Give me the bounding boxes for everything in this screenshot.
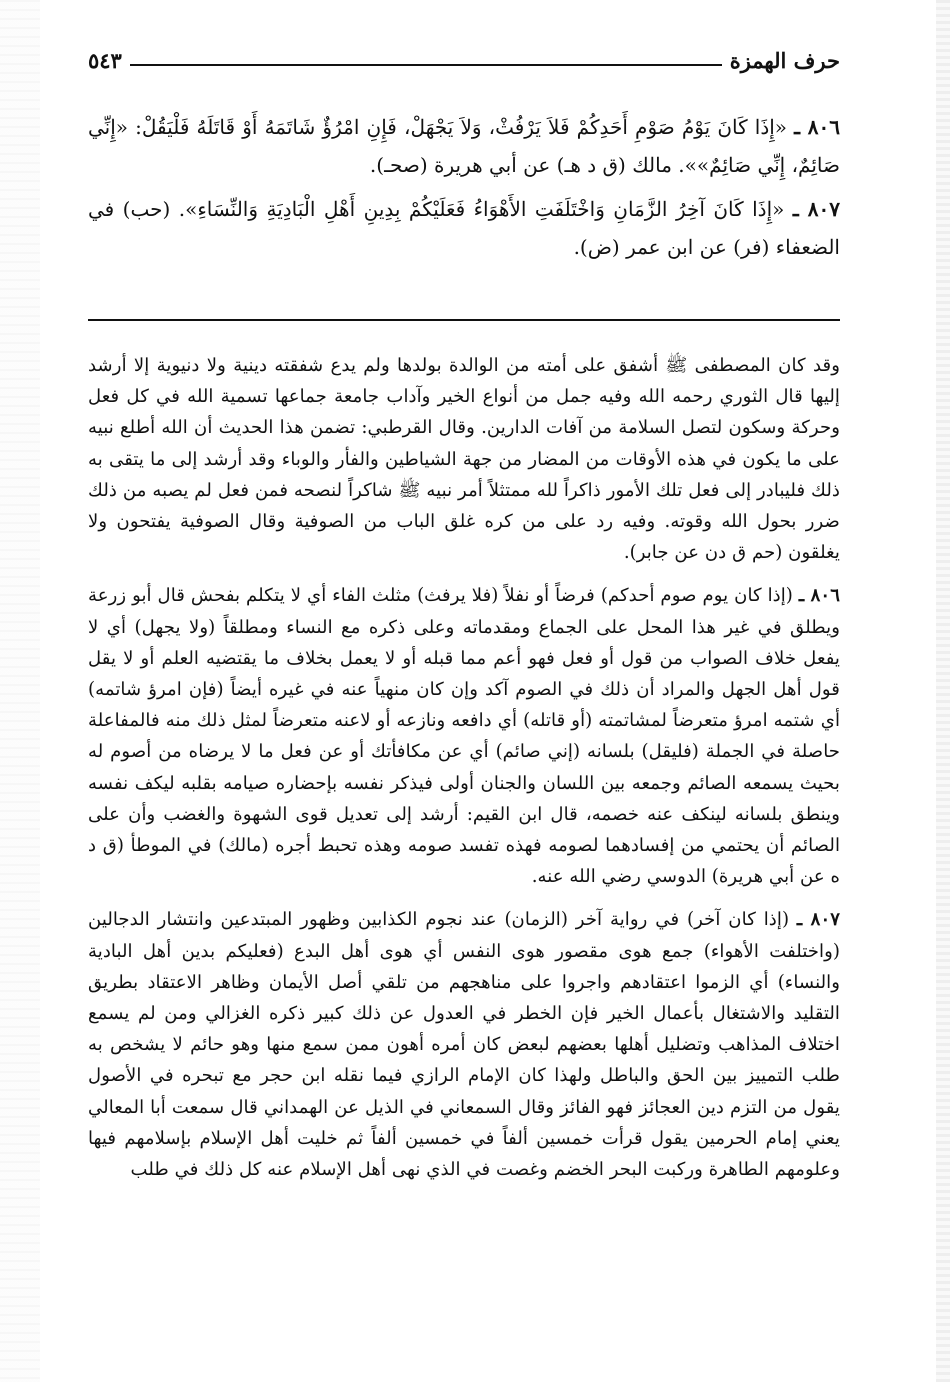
hadith-806 bbox=[88, 108, 840, 184]
commentary-text: (إذا كان آخر) في رواية آخر (الزمان) عند نجوم الكذابين وظهور المبتدعين وانتشار الدجالين (واختلفت الأهواء) جمع هوى مقصور هوى النفس أي هوى أهل البدع (فعليكم بدين أهل البادية والنساء) أي الزموا اعتقادهم واجروا على مناهجهم من تلقي أصل الأيمان وظاهر الاعتقاد بطريق التقليد والاشتغال بأعمال الخير فإن الخطر في العدول عن ذلك كبير ذكره الغزالي ومن لم يسمع اختلاف المذاهب وتضليل أهلها بعضهم لبعض كان أمره أهون ممن سمع منها وهو حائم لا يشخص به طلب التمييز بين الحق والباطل ولهذا كان الإمام الرازي فيما نقله ابن حجر مع تبحره في الأصول يقول من التزم دين العجائز فهو الفائز وقال السمعاني في الذيل عن الهمداني قال سمعت أبا المعالي يعني إمام الحرمين يقول قرأت خمسين ألفاً في خمسين ألفاً ثم خليت أهل الإسلام بإسلامهم فيها وعلومهم الطاهرة وركبت البحر الخضم وغصت في الذي نهى أهل الإسلام عنه كل ذلك في طلب bbox=[88, 909, 840, 1181]
scan-left-edge bbox=[0, 0, 40, 1382]
chapter-title: حرف الهمزة bbox=[729, 47, 840, 73]
hadith-807 bbox=[88, 190, 840, 266]
commentary-text: وقد كان المصطفى ﷺ أشفق على أمته من الوالدة بولدها ولم يدع شفقته دينية ولا دنيوية إلا أرشد إليها قال الثوري رحمه الله وفيه جمل من أنواع الخير وآداب جامعة جماعها تسمية الله في كل فعل وحركة وسكون لتصل السلامة من آفات الدارين. وقال القرطبي: تضمن هذا الحديث أن الله أطلع نبيه على ما يكون في هذه الأوقات من المضار من جهة الشياطين والفأر والوباء وقد أرشد إلى ما يتقى به ذلك فليبادر إلى فعل تلك الأمور ذاكراً لله ممتثلاً أمر نبيه ﷺ شاكراً لنصحه فمن فعل لم يصبه من ذلك ضرر بحول الله وقوته. وفيه رد على من كره غلق الباب من الصوفية وقال الصوفية يفتحون ولا يغلقون (حم ق دن عن جابر). bbox=[88, 355, 840, 564]
scan-right-edge bbox=[936, 0, 950, 1382]
hadith-number: ٨٠٧ ـ bbox=[792, 197, 840, 221]
commentary-section bbox=[88, 350, 840, 1197]
book-page bbox=[88, 38, 840, 1358]
hadith-text: «إِذَا كَانَ آخِرُ الزَّمَانِ وَاخْتَلَفَتِ الأَهْوَاءُ فَعَلَيْكُمْ بِدِينِ أَهْلِ الْبَادِيَةِ وَالنِّسَاءِ». (حب) في الضعفاء (فر) عن ابن عمر (ض). bbox=[88, 197, 840, 259]
hadith-text: «إِذَا كَانَ يَوْمُ صَوْمِ أَحَدِكُمْ فَلاَ يَرْفُثْ، وَلاَ يَجْهَلْ، فَإِنِ امْرُؤٌ شَاتَمَهُ أَوْ قَاتَلَهُ فَلْيَقُلْ: «إِنِّي صَائِمٌ، إِنِّي صَائِمٌ»». مالك (ق د هـ) عن أبي هريرة (صحـ). bbox=[88, 115, 840, 177]
commentary-paragraph-807 bbox=[88, 904, 840, 1185]
hadith-number: ٨٠٦ ـ bbox=[794, 115, 840, 139]
page-number: ٥٤٣ bbox=[88, 47, 122, 73]
hadith-text-section bbox=[88, 108, 840, 272]
header-rule bbox=[130, 64, 722, 66]
section-divider bbox=[88, 319, 840, 321]
running-header bbox=[88, 38, 840, 82]
commentary-paragraph-806 bbox=[88, 580, 840, 892]
commentary-paragraph-continuation bbox=[88, 350, 840, 568]
commentary-number: ٨٠٦ ـ bbox=[798, 585, 840, 607]
commentary-number: ٨٠٧ ـ bbox=[796, 909, 840, 931]
commentary-text: (إذا كان يوم صوم أحدكم) فرضاً أو نفلاً (فلا يرفث) مثلث الفاء أي لا يتكلم بفحش قال أبو زرعة ويطلق في غير هذا المحل على الجماع ومقدماته وعلى ذكره مع النساء ومطلقاً (ولا يجهل) أي لا يفعل خلاف الصواب من قول أو فعل فهو أعم مما قبله أو لا يعمل بخلاف ما يقتضيه العلم أو لا يقل قول أهل الجهل والمراد أن ذلك في الصوم آكد وإن كان منهياً عنه في غيره أيضاً (فإن امرؤ شاتمه) أي شتمه امرؤ متعرضاً لمشاتمته (أو قاتله) أي دافعه ونازعه أو لاعنه متعرضاً لمثل ذلك منه فالمفاعلة حاصلة في الجملة (فليقل) بلسانه (إني صائم) أي عن مكافأتك أو عن فعل ما لا يرضاه من أصوم له بحيث يسمعه الصائم وجمعه بين اللسان والجنان أولى فيذكر نفسه بإحضاره صيامه بقلبه ليكف نفسه وينطق بلسانه لينكف عنه خصمه، قال ابن القيم: أرشد إلى تعديل قوى الشهوة والغضب وأن على الصائم أن يحتمي من إفسادهما لصومه فهذه تفسد صومه وهذه تحبط أجره (مالك) في الموطأ (ق د ه عن أبي هريرة) الدوسي رضي الله عنه. bbox=[88, 585, 840, 888]
